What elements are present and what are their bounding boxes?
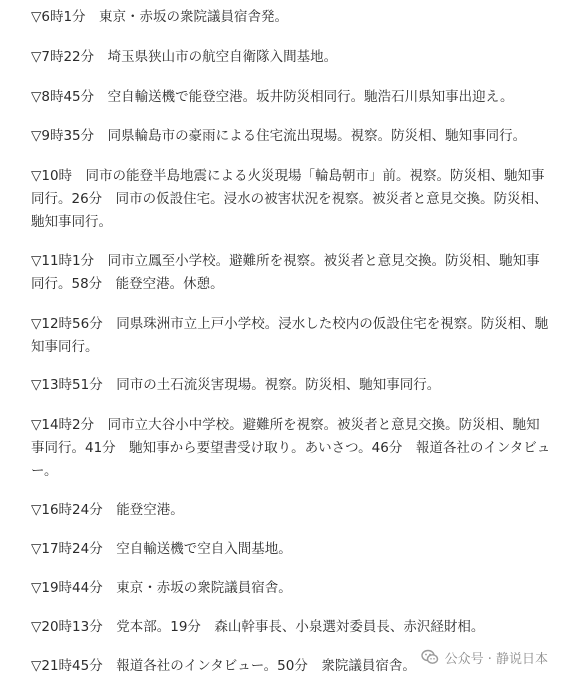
schedule-entry: ▽7時22分 埼玉県狭山市の航空自衛隊入間基地。 [31,49,338,65]
schedule-entry: ▽17時24分 空自輸送機で空自入間基地。 [31,541,292,557]
schedule-entry: ▽12時56分 同県珠洲市立上戸小学校。浸水した校内の仮設住宅を視察。防災相、馳知事同行。 [31,316,549,355]
schedule-entry: ▽14時2分 同市立大谷小中学校。避難所を視察。被災者と意見交換。防災相、馳知事同行。41分 馳知事から要望書受け取り。あいさつ。46分 報道各社のインタビュー。 [31,417,551,479]
schedule-entry: ▽10時 同市の能登半島地震による火災現場「輪島朝市」前。視察。防災相、馳知事同行。26分 同市の仮設住宅。浸水の被害状況を視察。被災者と意見交換。防災相、馳知事同行。 [31,168,548,230]
schedule-entry: ▽11時1分 同市立鳳至小学校。避難所を視察。被災者と意見交換。防災相、馳知事同行。58分 能登空港。休憩。 [31,253,540,292]
schedule-entry: ▽20時13分 党本部。19分 森山幹事長、小泉選対委員長、赤沢経財相。 [31,619,485,635]
schedule-entry: ▽21時45分 報道各社のインタビュー。50分 衆院議員宿舎。 [31,658,416,674]
schedule-entry: ▽6時1分 東京・赤坂の衆院議員宿舎発。 [31,9,289,25]
schedule-entry: ▽16時24分 能登空港。 [31,502,184,518]
schedule-entry: ▽9時35分 同県輪島市の豪雨による住宅流出現場。視察。防災相、馳知事同行。 [31,128,527,144]
wechat-icon [421,648,439,666]
watermark-text: 公众号 · 静说日本 [444,651,548,667]
schedule-entry: ▽13時51分 同市の土石流災害現場。視察。防災相、馳知事同行。 [31,377,441,393]
schedule-entry: ▽8時45分 空自輸送機で能登空港。坂井防災相同行。馳浩石川県知事出迎え。 [31,89,514,105]
schedule-entry: ▽19時44分 東京・赤坂の衆院議員宿舎。 [31,580,292,596]
watermark [417,644,552,670]
